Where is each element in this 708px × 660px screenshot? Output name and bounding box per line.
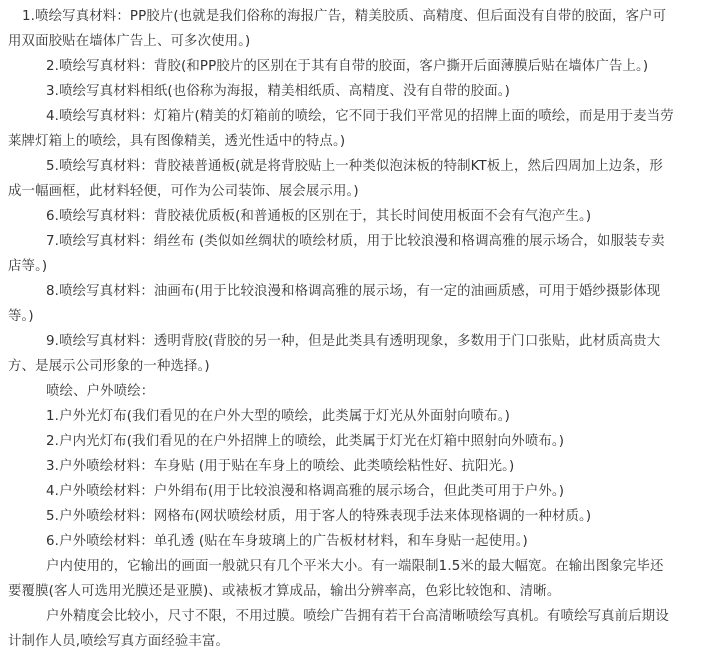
indoor-paragraph-line-1: 户内使用的，它输出的画面一般就只有几个平米大小。有一端限制1.5米的最大幅宽。在输出图象完毕还	[46, 559, 664, 574]
outdoor-paragraph-line-1: 户外精度会比较小，尺寸不限，不用过膜。喷绘广告拥有若干台高清晰喷绘写真机。有喷绘写真前后期设	[46, 609, 669, 624]
paragraph-8-line-1: 8.喷绘写真材料：油画布(用于比较浪漫和格调高雅的展示场，有一定的油画质感，可用于婚纱摄影体现	[46, 284, 661, 299]
paragraph-6-line-1: 6.喷绘写真材料：背胶裱优质板(和普通板的区别在于，其长时间使用板面不会有气泡产生。)	[46, 209, 592, 224]
outdoor-paragraph-line-2: 计制作人员,喷绘写真方面经验丰富。	[8, 634, 230, 649]
paragraph-3-line-1: 3.喷绘写真材料相纸(也俗称为海报，精美相纸质、高精度、没有自带的胶面。)	[46, 84, 510, 99]
outdoor-item-2: 2.户内光灯布(我们看见的在户外招牌上的喷绘，此类属于灯光在灯箱中照射向外喷布。)	[46, 434, 565, 449]
paragraph-7-line-1: 7.喷绘写真材料：绢丝布 (类似如丝绸状的喷绘材质，用于比较浪漫和格调高雅的展示场合，如服装专卖	[46, 234, 665, 249]
section-heading: 喷绘、户外喷绘：	[46, 384, 155, 399]
outdoor-item-5: 5.户外喷绘材料：网格布(网状喷绘材质，用于客人的特殊表现手法来体现格调的一种材质。)	[46, 509, 592, 524]
paragraph-4-line-1: 4.喷绘写真材料：灯箱片(精美的灯箱前的喷绘，它不同于我们平常见的招牌上面的喷绘，而是用于麦当劳	[46, 109, 674, 124]
paragraph-8-line-2: 等。)	[8, 309, 34, 324]
paragraph-4-line-2: 莱牌灯箱上的喷绘，具有图像精美，透光性适中的特点。)	[8, 134, 346, 149]
paragraph-2-line-1: 2.喷绘写真材料：背胶(和PP胶片的区别在于其有自带的胶面，客户撕开后面薄膜后贴在墙体广告上。)	[46, 59, 649, 74]
paragraph-9-line-2: 方、是展示公司形象的一种选择。)	[8, 359, 210, 374]
paragraph-9-line-1: 9.喷绘写真材料：透明背胶(背胶的另一种，但是此类具有透明现象，多数用于门口张贴，此材质高贵大	[46, 334, 661, 349]
outdoor-item-4: 4.户外喷绘材料：户外绢布(用于比较浪漫和格调高雅的展示场合，但此类可用于户外。)	[46, 484, 565, 499]
outdoor-item-1: 1.户外光灯布(我们看见的在户外大型的喷绘，此类属于灯光从外面射向喷布。)	[46, 409, 510, 424]
outdoor-item-3: 3.户外喷绘材料：车身贴 (用于贴在车身上的喷绘、此类喷绘粘性好、抗阳光。)	[46, 459, 515, 474]
paragraph-1-line-2: 用双面胶贴在墙体广告上、可多次使用。)	[8, 34, 251, 49]
outdoor-item-6: 6.户外喷绘材料：单孔透 (贴在车身玻璃上的广告板材材料，和车身贴一起使用。)	[46, 534, 528, 549]
indoor-paragraph-line-2: 要覆膜(客人可选用光膜还是亚膜)、或裱板才算成品，输出分辨率高，色彩比较饱和、清晰。	[8, 584, 561, 599]
paragraph-5-line-1: 5.喷绘写真材料：背胶裱普通板(就是将背胶贴上一种类似泡沫板的特制KT板上，然后四周加上边条，形	[46, 159, 663, 174]
paragraph-7-line-2: 店等。)	[8, 259, 48, 274]
paragraph-1-line-1: 1.喷绘写真材料：PP胶片(也就是我们俗称的海报广告，精美胶质、高精度、但后面没有自带的胶面，客户可	[22, 9, 667, 24]
paragraph-5-line-2: 成一幅画框，此材料轻便，可作为公司装饰、展会展示用。)	[8, 184, 359, 199]
